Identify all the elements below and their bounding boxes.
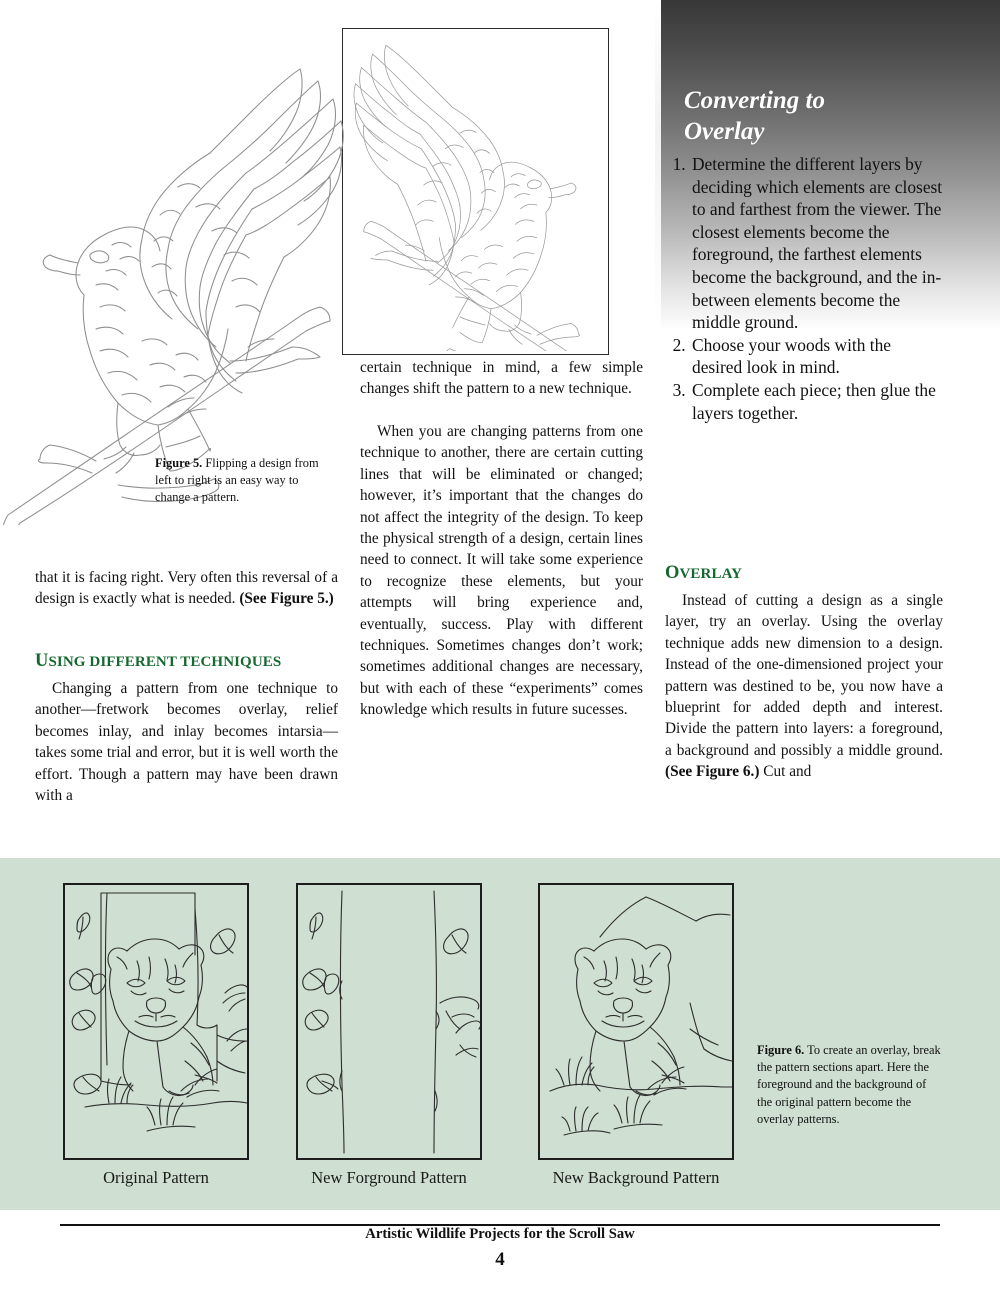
section-title-line-2: Overlay (684, 118, 765, 145)
figure-6-caption (757, 1042, 942, 1128)
hawk-right-illustration (343, 29, 605, 351)
right-heading-rest: VERLAY (679, 566, 743, 582)
figure-6-panel-background (538, 883, 734, 1160)
right-heading-initial: O (665, 563, 680, 583)
figure-6-panel-label-foreground: New Forground Pattern (311, 1168, 467, 1187)
left-heading-rest: SING DIFFERENT TECHNIQUES (48, 654, 282, 670)
right-para-1b: Cut and (759, 763, 812, 781)
figure-6-panel-foreground (296, 883, 482, 1160)
cougar-foreground-pattern-art (298, 885, 480, 1158)
middle-column-para-1 (360, 357, 643, 400)
left-para-2 (35, 678, 338, 806)
right-para-1-text (665, 590, 943, 783)
right-para-see-figure-6: (See Figure 6.) (665, 763, 760, 781)
middle-para-1-text: certain technique in mind, a few simple changes shift the pattern to a new technique. (360, 359, 643, 398)
middle-column-para-2 (360, 421, 643, 721)
cougar-background-pattern-art (540, 885, 732, 1158)
figure-5-caption (155, 455, 330, 507)
figure-6-panel-label-background: New Background Pattern (552, 1168, 720, 1187)
overlay-step-3: 3. Complete each piece; then glue the layers together. (690, 379, 943, 424)
left-para-continued-text: that it is facing right. Very often this reversal of a design is exactly what is needed. (35, 569, 338, 608)
figure-5-caption-label: Figure 5. (155, 456, 203, 470)
right-column-para-1 (665, 590, 943, 783)
footer-book-title: Artistic Wildlife Projects for the Scroll Saw (365, 1226, 635, 1242)
left-heading-initial: U (35, 651, 49, 671)
overlay-steps-list (665, 150, 943, 424)
middle-para-2-text: When you are changing patterns from one technique to another, there are certain cutting lines that will be eliminated or changed; however, it’s important that the changes do not affect the integrity of the design. To keep the physical strength of a design, certain lines need to connect. It will take some experience to recognize these elements, but your attempts will bring experience and, eventually, success. Play with different techniques. Sometimes changes don’t work; sometimes additional changes are necessary, but with each of these “experiments” comes knowledge which results in future sucesses. (360, 423, 643, 719)
figure-5-caption-text: Flipping a design from left to right is an easy way to change a pattern. (155, 456, 319, 505)
left-heading-using-different-techniques (35, 651, 338, 673)
cougar-original-pattern-art (65, 885, 247, 1158)
figure-5-frame (342, 28, 609, 355)
right-section-title (684, 85, 940, 147)
left-column (35, 567, 338, 610)
gradient-panel-edge (655, 0, 661, 330)
figure-6-caption-text: To create an overlay, break the pattern sections apart. Here the foreground and the background of the original pattern become the overlay patterns. (757, 1043, 941, 1126)
overlay-step-2: 2. Choose your woods with the desired look in mind. (690, 334, 943, 379)
overlay-step-1: 1. Determine the different layers by deciding which elements are closest to and farthest from the viewer. The closest elements become the foreground, the farthest elements become the background, and the in-between elements become the middle ground. (690, 153, 943, 334)
figure-6-panel-original (63, 883, 249, 1160)
footer-page-number: 4 (495, 1249, 505, 1270)
right-para-1a: Instead of cutting a design as a single layer, try an overlay. Using the overlay technique adds new dimension to a design. Instead of the one-dimensioned project your pattern was destined to be, you now have a blueprint for added depth and interest. Divide the pattern into layers: a foreground, a background and possibly a middle ground. (665, 592, 943, 759)
left-para-2-text: Changing a pattern from one technique to another—fretwork becomes overlay, relief becomes inlay, and inlay becomes intarsia—takes some trial and error, but it is well worth the effort. Though a pattern may have been drawn with a (35, 680, 338, 805)
left-para-see-figure-5: (See Figure 5.) (239, 590, 334, 608)
figure-6-caption-label: Figure 6. (757, 1043, 805, 1057)
left-para-continued (35, 567, 338, 610)
figure-6-panel-label-original: Original Pattern (103, 1168, 209, 1187)
section-title-line-1: Converting to (684, 87, 825, 114)
right-heading-overlay (665, 563, 943, 585)
